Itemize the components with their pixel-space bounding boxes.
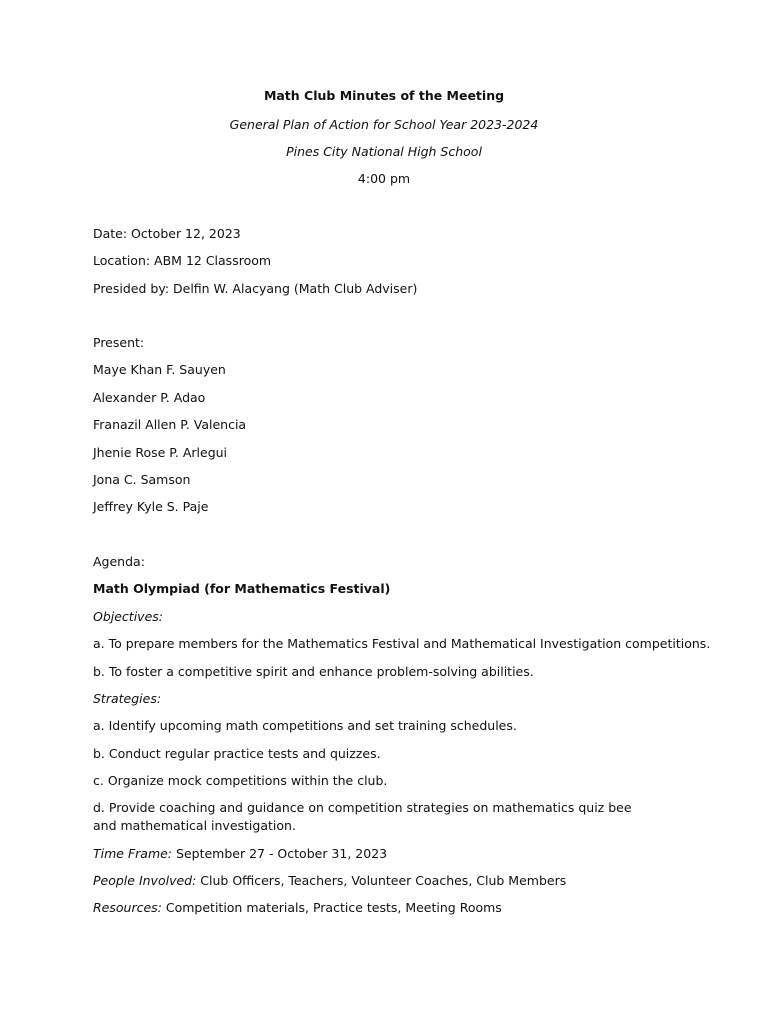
time-frame-row	[93, 845, 683, 863]
present-member: Franazil Allen P. Valencia	[93, 417, 247, 432]
strategy-item: b. Conduct regular practice tests and quizzes.	[93, 746, 381, 761]
objective-item: a. To prepare members for the Mathematics Festival and Mathematical Investigation competitions.	[93, 636, 711, 651]
resources-value: Competition materials, Practice tests, Meeting Rooms	[161, 900, 502, 915]
present-member: Maye Khan F. Sauyen	[93, 362, 226, 377]
people-involved-value: Club Officers, Teachers, Volunteer Coaches, Club Members	[196, 873, 567, 888]
strategy-item: c. Organize mock competitions within the club.	[93, 773, 388, 788]
present-member: Jona C. Samson	[93, 472, 191, 487]
resources-label: Resources:	[93, 900, 162, 915]
people-involved-label: People Involved:	[93, 873, 197, 888]
strategy-item: a. Identify upcoming math competitions and set training schedules.	[93, 718, 517, 733]
meeting-time: 4:00 pm	[357, 171, 411, 186]
school-name: Pines City National High School	[286, 144, 482, 159]
document-subtitle: General Plan of Action for School Year 2023-2024	[229, 117, 539, 132]
time-frame-label: Time Frame:	[93, 846, 173, 861]
present-member: Alexander P. Adao	[93, 390, 206, 405]
agenda-item-title: Math Olympiad (for Mathematics Festival)	[93, 581, 391, 596]
resources-row	[93, 899, 683, 917]
meeting-date: Date: October 12, 2023	[93, 226, 241, 241]
meeting-location: Location: ABM 12 Classroom	[93, 253, 272, 268]
objective-item: b. To foster a competitive spirit and enhance problem-solving abilities.	[93, 664, 534, 679]
people-involved-row	[93, 872, 683, 890]
document-title: Math Club Minutes of the Meeting	[263, 88, 505, 103]
presided-by: Presided by: Delfin W. Alacyang (Math Club Adviser)	[93, 281, 418, 296]
agenda-label: Agenda:	[93, 554, 145, 569]
present-label: Present:	[93, 335, 145, 350]
present-member: Jeffrey Kyle S. Paje	[93, 499, 209, 514]
present-member: Jhenie Rose P. Arlegui	[93, 445, 228, 460]
time-frame-value: September 27 - October 31, 2023	[172, 846, 388, 861]
strategy-item: d. Provide coaching and guidance on competition strategies on mathematics quiz bee and mathematical investigation.	[93, 800, 632, 833]
strategies-label: Strategies:	[93, 691, 162, 706]
objectives-label: Objectives:	[93, 609, 163, 624]
